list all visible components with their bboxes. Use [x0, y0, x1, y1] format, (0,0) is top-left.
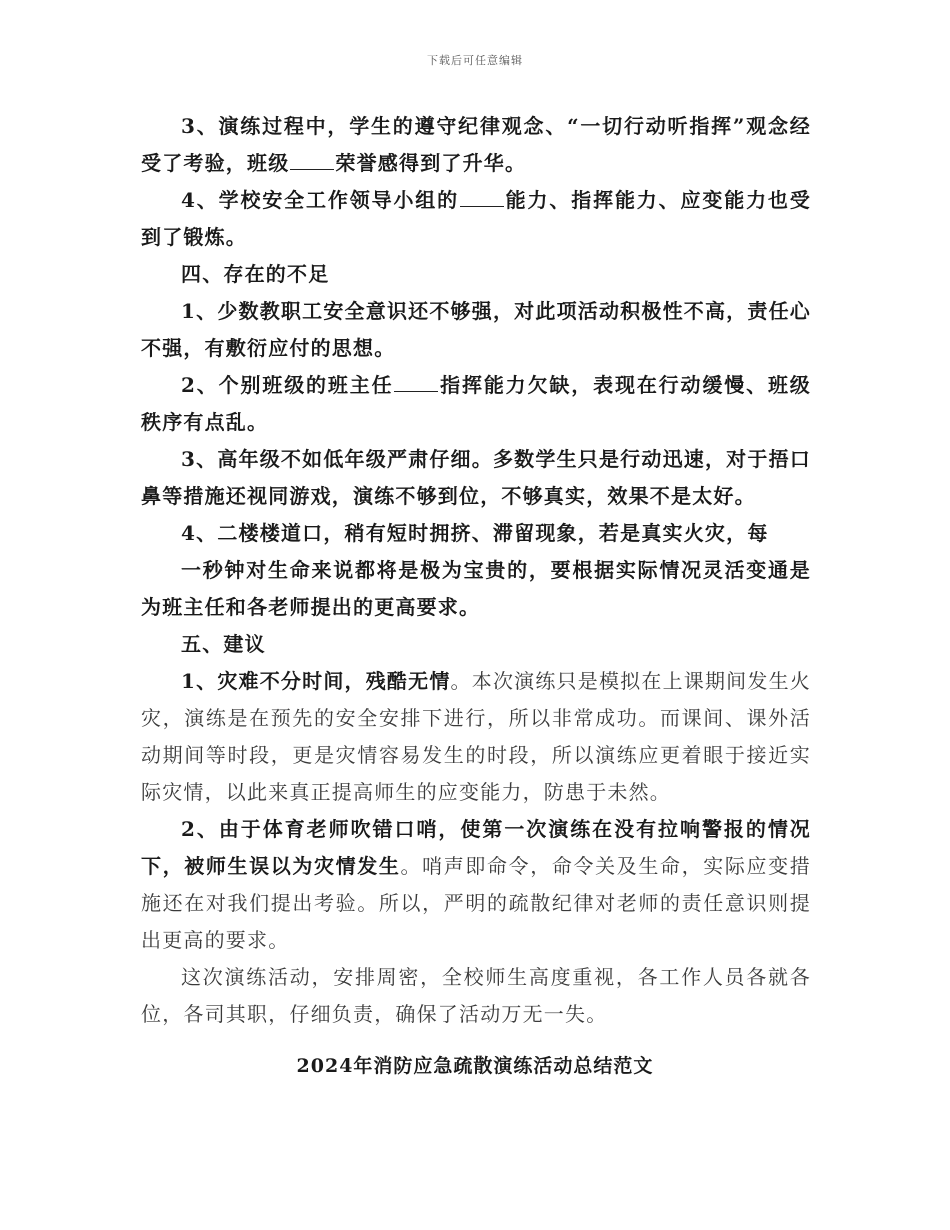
- paragraph-text: 2、个别班级的班主任: [181, 373, 394, 397]
- paragraph-shortcoming-1: 1、少数教职工安全意识还不够强，对此项活动积极性不高，责任心不强，有敷衍应付的思想。: [141, 299, 811, 360]
- paragraph-text: 能力、指挥能力、应变能力也受到了锻炼。: [141, 188, 811, 249]
- document-title: 2024年消防应急疏散演练活动总结范文: [296, 1055, 654, 1077]
- paragraph-text: 指挥能力欠缺，表现在行动缓慢、班级秩序有点乱。: [141, 373, 811, 434]
- paragraph-text: 荣誉感得到了升华。: [335, 151, 527, 175]
- section-heading-shortcomings: 四、存在的不足: [181, 262, 330, 286]
- paragraph-shortcoming-4b: [141, 552, 811, 626]
- page-header: 下载后可任意编辑: [427, 54, 523, 67]
- paragraph-suggestion-1: [141, 663, 811, 811]
- blank-underline: [394, 390, 438, 392]
- paragraph-shortcoming-4a: 4、二楼楼道口，稍有短时拥挤、滞留现象，若是真实火灾，每: [181, 521, 769, 545]
- paragraph-text: 。哨声即命令，命令关及生命，实际应变措施还在对我们提出考验。所以，严明的疏散纪律对老师的责任意识则提出更高的要求。: [141, 854, 811, 952]
- paragraph-shortcoming-3: 3、高年级不如低年级严肃仔细。多数学生只是行动迅速，对于捂口鼻等措施还视同游戏，演练不够到位，不够真实，效果不是太好。: [141, 447, 811, 508]
- paragraph-shortcoming-2: [141, 367, 811, 441]
- paragraph-conclusion: 这次演练活动，安排周密，全校师生高度重视，各工作人员各就各位，各司其职，仔细负责，确保了活动万无一失。: [141, 965, 811, 1026]
- paragraph-bold-lead: 2、由于体育老师吹错口哨，使第一次演练在没有拉响警报的情况下，被师生误以为灾情发生: [141, 817, 811, 878]
- paragraph-suggestion-2: [141, 811, 811, 959]
- paragraph-text: 3、演练过程中，学生的遵守纪律观念、“一切行动听指挥”观念经受了考验，班级: [141, 114, 811, 175]
- paragraph-text: 一秒钟对生命来说都将是极为宝贵的，要根据实际情况灵活变通是为班主任和各老师提出的更高要求。: [141, 558, 811, 619]
- paragraph-text: 。本次演练只是模拟在上课期间发生火灾，演练是在预先的安全安排下进行，所以非常成功。而课间、课外活动期间等时段，更是灾情容易发生的时段，所以演练应更着眼于接近实际灾情，以此来真正提高师生的应变能力，防患于未然。: [141, 669, 811, 804]
- document-body: [141, 108, 811, 1033]
- section-heading-suggestions: 五、建议: [181, 632, 266, 656]
- paragraph-result-3: [141, 108, 811, 182]
- blank-underline: [290, 168, 334, 170]
- blank-underline: [460, 205, 504, 207]
- paragraph-text: 4、学校安全工作领导小组的: [181, 188, 460, 212]
- paragraph-bold-lead: 1、灾难不分时间，残酷无情: [181, 669, 451, 693]
- paragraph-result-4: [141, 182, 811, 256]
